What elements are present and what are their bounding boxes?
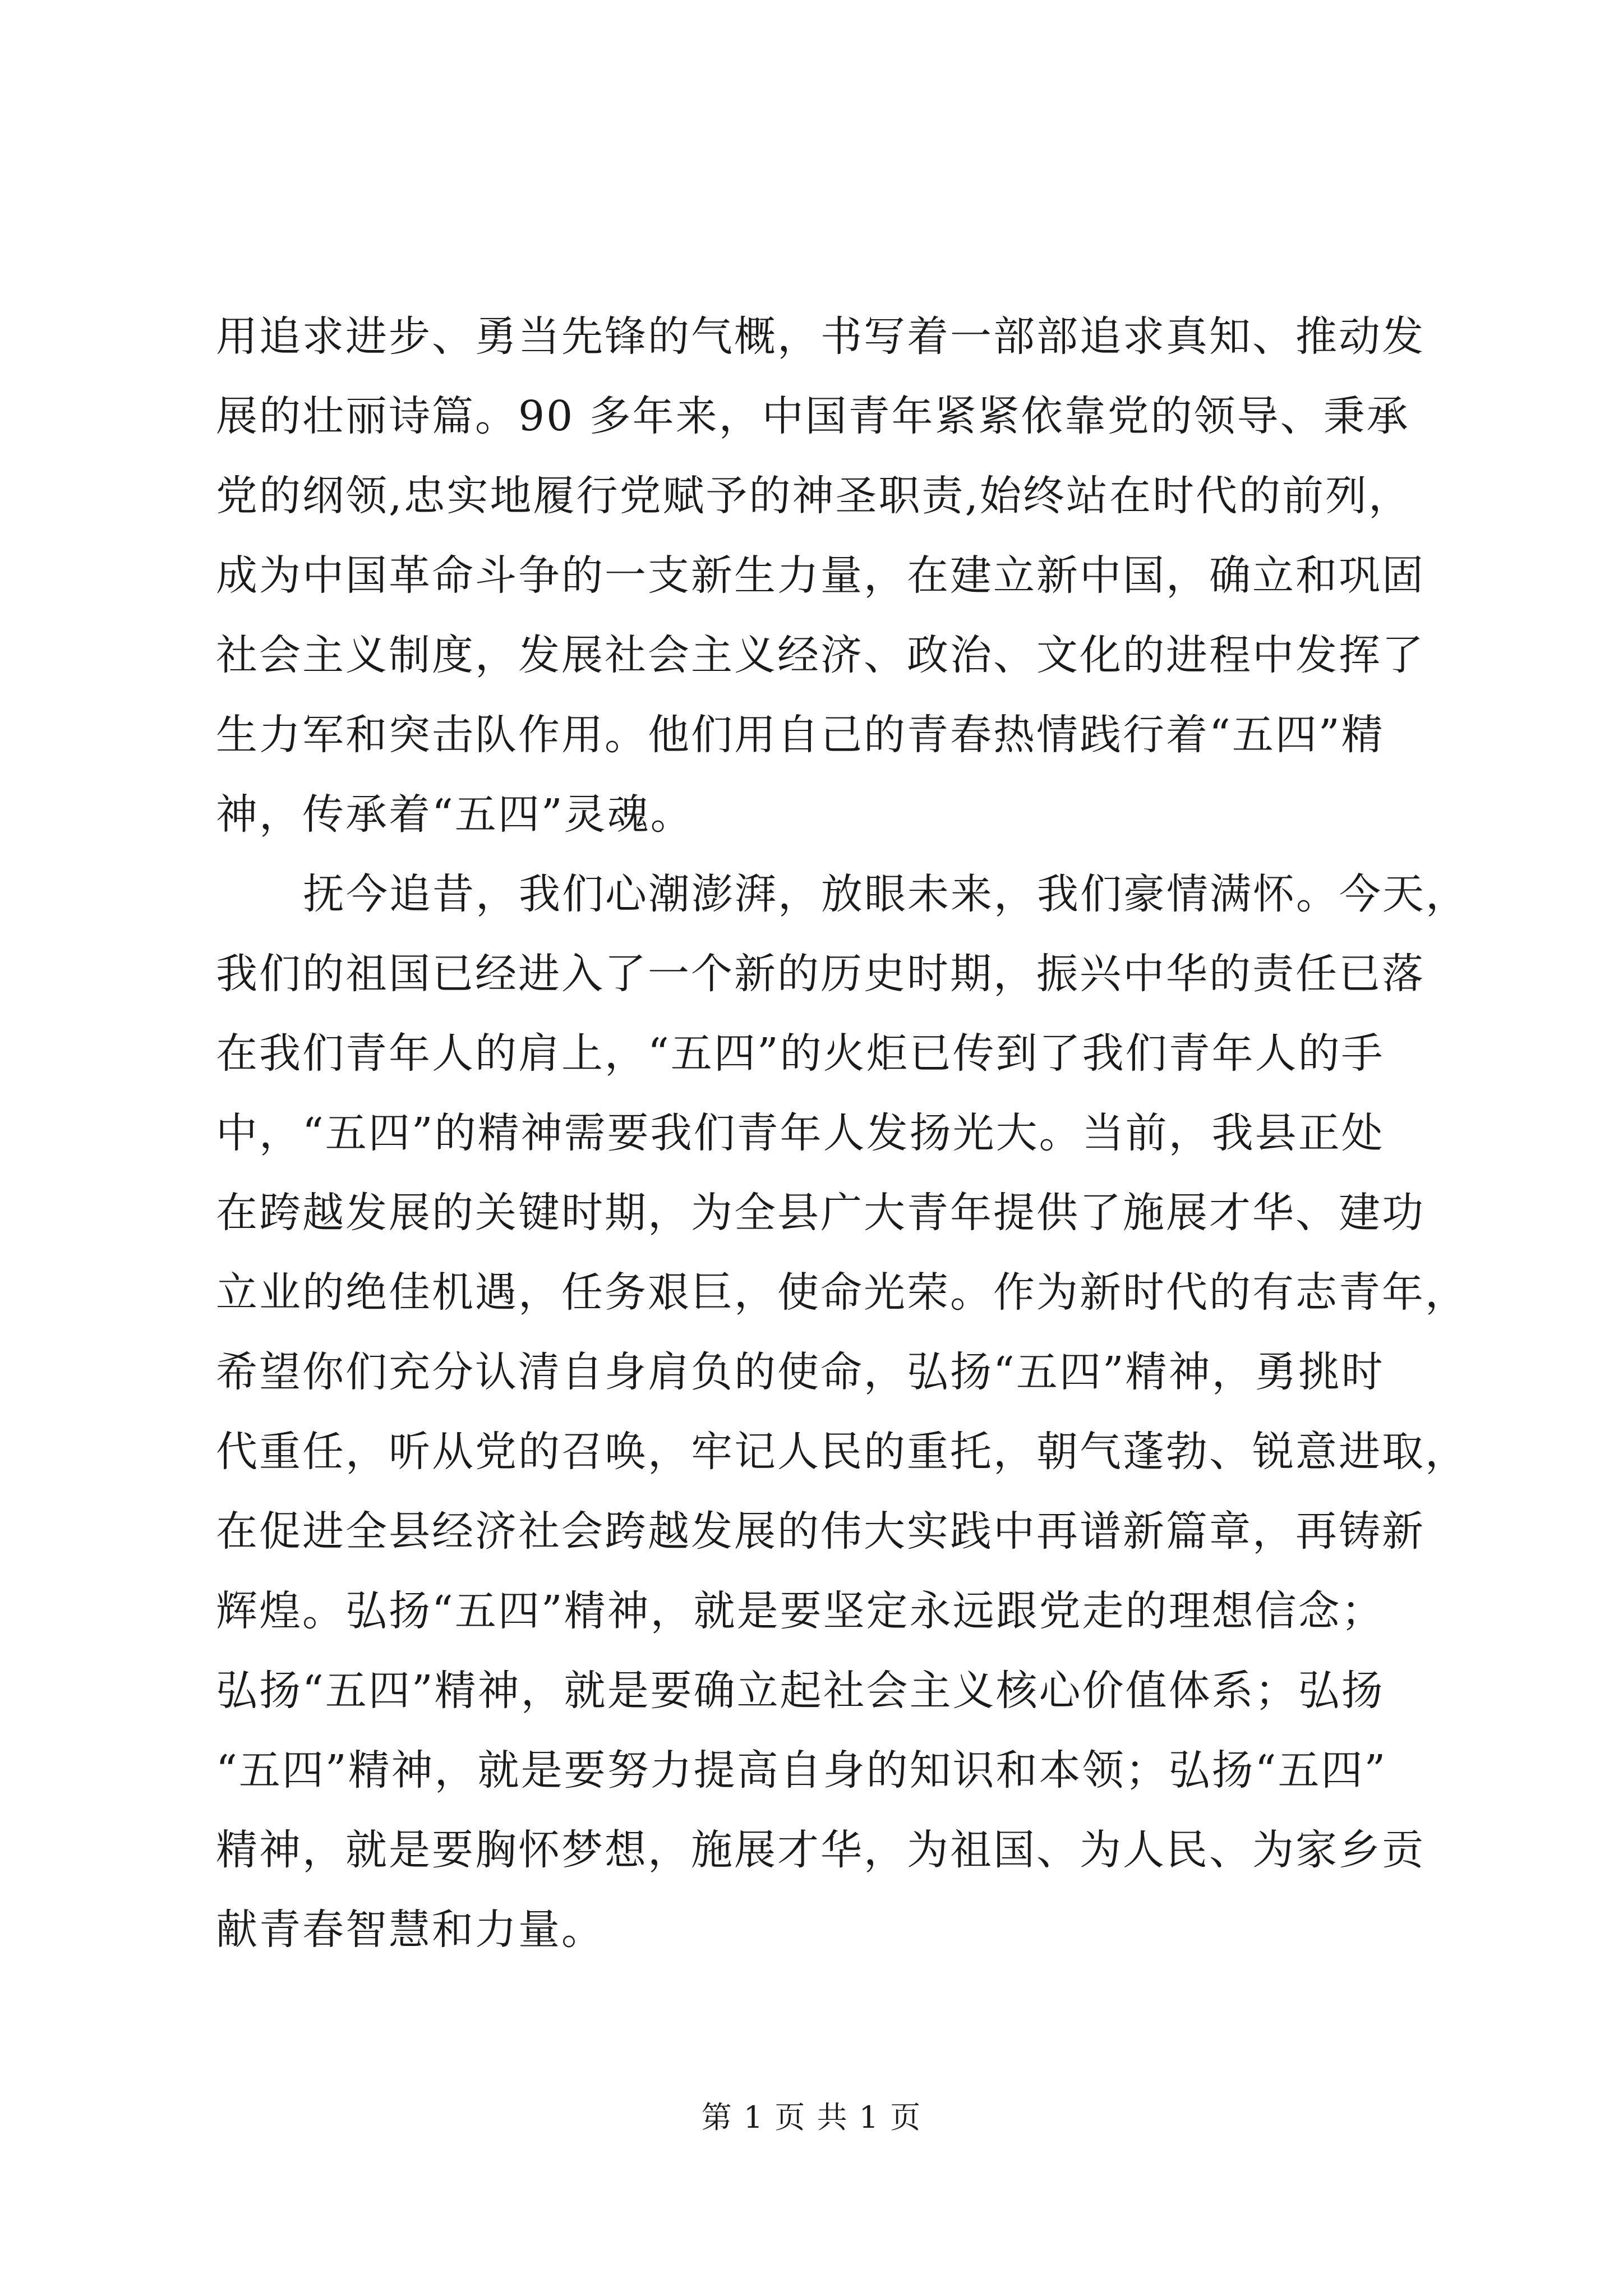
text-line: 在促进全县经济社会跨越发展的伟大实践中再谱新篇章，再铸新	[216, 1507, 1425, 1556]
text-line: 展的壮丽诗篇。90 多年来，中国青年紧紧依靠党的领导、秉承	[216, 392, 1410, 440]
page-footer: 第 1 页 共 1 页	[701, 2100, 922, 2135]
text-line: 社会主义制度，发展社会主义经济、政治、文化的进程中发挥了	[216, 631, 1425, 679]
text-line: 弘扬“五四”精神，就是要确立起社会主义核心价值体系；弘扬	[216, 1667, 1385, 1715]
text-line: 党的纲领,忠实地履行党赋予的神圣职责,始终站在时代的前列，	[216, 472, 1412, 520]
text-line: 在跨越发展的关键时期，为全县广大青年提供了施展才华、建功	[216, 1189, 1425, 1237]
text-line: 成为中国革命斗争的一支新生力量，在建立新中国，确立和巩固	[216, 551, 1425, 600]
text-line: 立业的绝佳机遇，任务艰巨，使命光荣。作为新时代的有志青年，	[216, 1268, 1468, 1317]
text-line: 神，传承着“五四”灵魂。	[216, 790, 694, 839]
text-line: 辉煌。弘扬“五四”精神，就是要坚定永远跟党走的理想信念；	[216, 1587, 1385, 1635]
text-line: 我们的祖国已经进入了一个新的历史时期，振兴中华的责任已落	[216, 950, 1425, 998]
text-line: 在我们青年人的肩上，“五四”的火炬已传到了我们青年人的手	[216, 1029, 1385, 1078]
text-line: 生力军和突击队作用。他们用自己的青春热情践行着“五四”精	[216, 711, 1385, 759]
paragraph-first-line: 抚今追昔，我们心潮澎湃，放眼未来，我们豪情满怀。今天，	[303, 870, 1469, 918]
text-line: 献青春智慧和力量。	[216, 1906, 605, 1954]
text-line: 精神，就是要胸怀梦想，施展才华，为祖国、为人民、为家乡贡	[216, 1826, 1425, 1874]
text-line: 希望你们充分认清自身肩负的使命，弘扬“五四”精神，勇挑时	[216, 1348, 1385, 1396]
text-line: 用追求进步、勇当先锋的气概，书写着一部部追求真知、推动发	[216, 312, 1425, 361]
text-line: 中，“五四”的精神需要我们青年人发扬光大。当前，我县正处	[216, 1109, 1385, 1157]
text-line: 代重任，听从党的召唤，牢记人民的重托，朝气蓬勃、锐意进取，	[216, 1428, 1468, 1476]
text-line: “五四”精神，就是要努力提高自身的知识和本领；弘扬“五四”	[216, 1746, 1387, 1795]
